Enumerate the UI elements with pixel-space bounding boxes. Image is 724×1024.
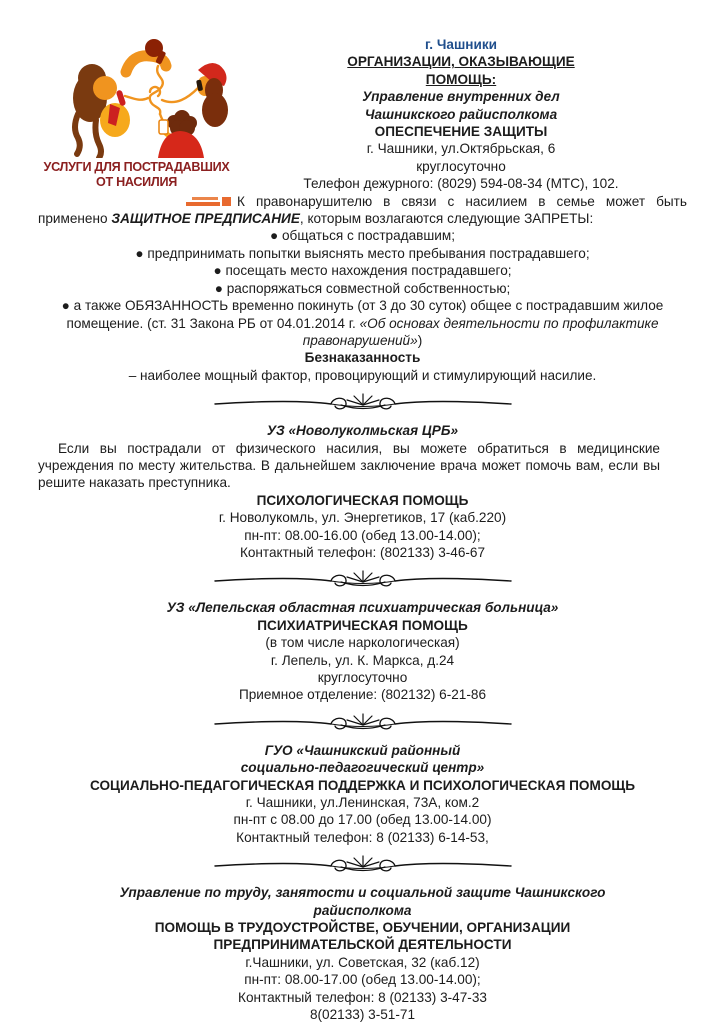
section-social-pedagogical-center (38, 742, 687, 846)
section-address: г.Чашники, ул. Советская, 32 (каб.12) (245, 954, 480, 970)
dept-name-line2: Чашникского райисполкома (364, 106, 558, 122)
law-title: «Об основах деятельности по профилактике правонарушений» (302, 315, 659, 348)
protective-order-term: ЗАЩИТНОЕ ПРЕДПИСАНИЕ (111, 211, 300, 227)
paragraph-text: К правонарушителю в связи с насилием в семье может быть применено (38, 193, 687, 227)
section-subtitle: ПСИХИАТРИЧЕСКАЯ ПОМОЩЬ (257, 617, 468, 633)
org-heading-line1: ОРГАНИЗАЦИИ, ОКАЗЫВАЮЩИЕ (347, 54, 575, 70)
figure-top (126, 39, 166, 72)
section-phone-2: 8(02133) 3-51-71 (309, 1007, 416, 1023)
dept-hours: круглосуточно (416, 158, 506, 174)
partner-logo-text-lines (186, 197, 220, 206)
flourish-divider (38, 854, 687, 876)
section-address: г. Новолукомль, ул. Энергетиков, 17 (каб.220) (218, 510, 507, 526)
prohibitions-list (38, 227, 687, 349)
section-hours: круглосуточно (317, 670, 408, 685)
final-item-close: ) (417, 332, 423, 348)
section-address: г. Лепель, ул. К. Маркса, д.24 (270, 652, 455, 668)
victims-services-logo (38, 36, 235, 206)
section-phone: Контактный телефон: 8 (02133) 3-47-33 (238, 989, 487, 1005)
logo-title-line2: ОТ НАСИЛИЯ (96, 175, 177, 189)
org-heading-line2: ПОМОЩЬ: (425, 71, 497, 87)
service-title: ОПЕСПЕЧЕНИЕ ЗАЩИТЫ (374, 124, 548, 140)
logo-title (38, 160, 235, 190)
section-hours: пн-пт: 08.00-16.00 (обед 13.00-14.00); (244, 527, 481, 543)
flourish-divider (38, 392, 687, 414)
paragraph-text-tail: , которым возлагаются следующие ЗАПРЕТЫ: (299, 211, 594, 227)
section-hours: пн-пт с 08.00 до 17.00 (обед 13.00-14.00) (233, 812, 492, 828)
section-subtitle-line2: ПРЕДПРИНИМАТЕЛЬСКОЙ ДЕЯТЕЛЬНОСТИ (213, 937, 512, 953)
section-address: г. Чашники, ул.Ленинская, 73А, ком.2 (245, 795, 480, 811)
list-item: ● предпринимать попытки выяснять место пребывания пострадавшего; (135, 245, 590, 261)
flourish-divider-icon (213, 712, 513, 734)
flourish-divider-icon (213, 392, 513, 414)
impunity-heading: Безнаказанность (304, 350, 421, 366)
flourish-divider (38, 569, 687, 591)
list-item: ● распоряжаться совместной собственностью; (214, 280, 511, 296)
section-phone: Контактный телефон: (802133) 3-46-67 (239, 544, 486, 560)
logo-title-line1: УСЛУГИ ДЛЯ ПОСТРАДАВШИХ (43, 160, 230, 174)
figure-right (196, 63, 228, 127)
section-hours: пн-пт: 08.00-17.00 (обед 13.00-14.00); (244, 972, 481, 988)
section-subtitle: ПСИХОЛОГИЧЕСКАЯ ПОМОЩЬ (256, 492, 469, 508)
figure-left (73, 64, 130, 158)
section-note: (в том числе наркологическая) (265, 635, 460, 651)
flourish-divider-icon (213, 569, 513, 591)
impunity-text: – наиболее мощный фактор, провоцирующий и стимулирующий насилие. (128, 367, 597, 383)
section-title-line2: райисполкома (313, 902, 412, 918)
final-item-text: ● а также ОБЯЗАННОСТЬ временно покинуть (от 3 до 30 суток) общее с пострадавшим жилое помещение. (ст. 31 Закона РБ от 04.01.2014 г. (61, 298, 664, 331)
section-title-line2: социально-педагогический центр» (240, 760, 485, 776)
dept-address: г. Чашники, ул.Октябрьская, 6 (366, 141, 556, 157)
dept-phone: Телефон дежурного: (8029) 594-08-34 (МТС), 102. (303, 176, 619, 192)
section-paragraph: Если вы пострадали от физического насилия, вы можете обратиться в медицинские учреждения по месту жительства. В дальнейшем заключение врача может помочь вам, если вы решите наказать преступника. (38, 440, 660, 491)
section-title: УЗ «Лепельская областная психиатрическая больница» (166, 600, 559, 616)
list-item: ● посещать место нахождения пострадавшего; (213, 263, 512, 279)
dept-name-line1: Управление внутренних дел (362, 89, 560, 105)
city-title: г. Чашники (424, 37, 498, 52)
section-title-line1: Управление по труду, занятости и социальной защите Чашникского (119, 885, 606, 901)
partner-logo-square (222, 197, 231, 206)
figure-bottom (158, 110, 204, 158)
people-phones-illustration-icon (62, 36, 232, 158)
section-subtitle-line1: ПОМОЩЬ В ТРУДОУСТРОЙСТВЕ, ОБУЧЕНИИ, ОРГАНИЗАЦИИ (154, 920, 571, 936)
list-item: ● общаться с пострадавшим; (270, 228, 455, 244)
section-lepel-hospital (38, 599, 687, 703)
flourish-divider (38, 712, 687, 734)
flourish-divider-icon (213, 854, 513, 876)
partner-wordmark-logo-icon (186, 194, 235, 206)
section-phone: Контактный телефон: 8 (02133) 6-14-53, (236, 829, 489, 845)
section-labor-employment (38, 884, 687, 1023)
section-title: УЗ «Новолуколмьская ЦРБ» (266, 423, 459, 439)
section-subtitle: СОЦИАЛЬНО-ПЕДАГОГИЧЕСКАЯ ПОДДЕРЖКА И ПСИХОЛОГИЧЕСКАЯ ПОМОЩЬ (89, 777, 636, 793)
section-novolukoml-crb (38, 422, 687, 561)
section-phone: Приемное отделение: (802132) 6-21-86 (238, 687, 487, 703)
section-title-line1: ГУО «Чашникский районный (264, 742, 461, 758)
list-item-final (38, 297, 687, 349)
